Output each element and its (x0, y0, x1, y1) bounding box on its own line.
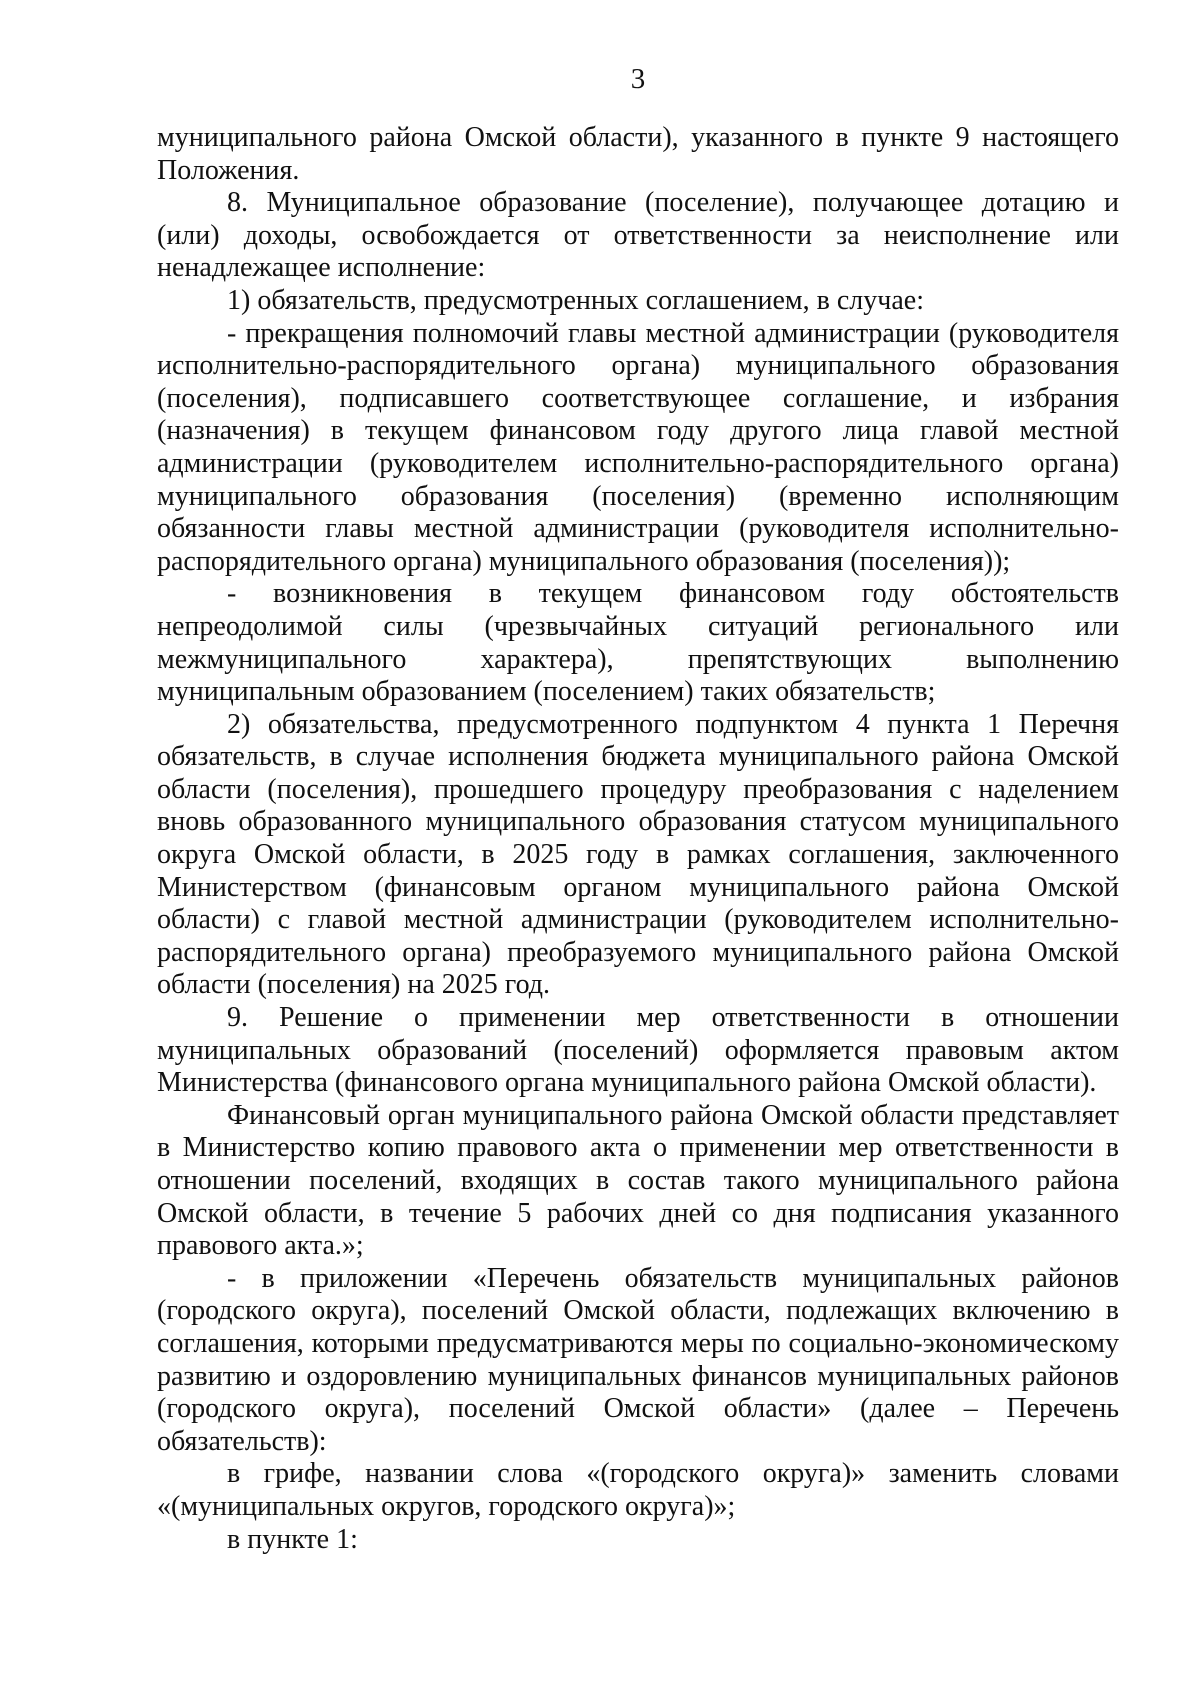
paragraph-replace-words: в грифе, названии слова «(городского округа)» заменить словами «(муниципальных округов, городского округа)»; (157, 1458, 1119, 1522)
paragraph-item-8: 8. Муниципальное образование (поселение), получающее дотацию и (или) доходы, освобождается от ответственности за неисполнение или ненадлежащее исполнение: (157, 187, 1119, 284)
paragraph-financial-body: Финансовый орган муниципального района Омской области представляет в Министерство копию правового акта о применении мер ответственности в отношении поселений, входящих в состав такого муниципального района Омской области, в течение 5 рабочих дней со дня подписания указанного правового акта.»; (157, 1099, 1119, 1262)
page-number: 3 (630, 63, 646, 95)
paragraph-continuation: муниципального района Омской области), указанного в пункте 9 настоящего Положения. (157, 122, 1119, 186)
paragraph-dash-termination: - прекращения полномочий главы местной администрации (руководителя исполнительно-распорядительного органа) муниципального образования (поселения), подписавшего соответствующее соглашение, и избрания (назначения) в текущем финансовом году другого лица главой местной администрации (руководителем исполнительно-распорядительного органа) муниципального образования (поселения) (временно исполняющим обязанности главы местной администрации (руководителя исполнительно-распорядительного органа) муниципального образования (поселения)); (157, 317, 1119, 577)
paragraph-dash-force-majeure: - возникновения в текущем финансовом году обстоятельств непреодолимой силы (чрезвычайных ситуаций регионального или межмуниципального характера), препятствующих выполнению муниципальным образованием (поселением) таких обязательств; (157, 578, 1119, 708)
paragraph-subitem-1: 1) обязательств, предусмотренных соглашением, в случае: (227, 284, 924, 316)
paragraph-point-1: в пункте 1: (227, 1523, 358, 1555)
paragraph-appendix: - в приложении «Перечень обязательств муниципальных районов (городского округа), поселений Омской области, подлежащих включению в соглашения, которыми предусматриваются меры по социально-экономическому развитию и оздоровлению муниципальных финансов муниципальных районов (городского округа), поселений Омской области» (далее – Перечень обязательств): (157, 1262, 1119, 1457)
document-body (157, 122, 1119, 1556)
paragraph-item-9: 9. Решение о применении мер ответственности в отношении муниципальных образований (поселений) оформляется правовым актом Министерства (финансового органа муниципального района Омской области). (157, 1002, 1119, 1099)
paragraph-subitem-2: 2) обязательства, предусмотренного подпунктом 4 пункта 1 Перечня обязательств, в случае исполнения бюджета муниципального района Омской области (поселения), прошедшего процедуру преобразования с наделением вновь образованного муниципального образования статусом муниципального округа Омской области, в 2025 году в рамках соглашения, заключенного Министерством (финансовым органом муниципального района Омской области) с главой местной администрации (руководителем исполнительно-распорядительного органа) преобразуемого муниципального района Омской области (поселения) на 2025 год. (157, 708, 1119, 1001)
